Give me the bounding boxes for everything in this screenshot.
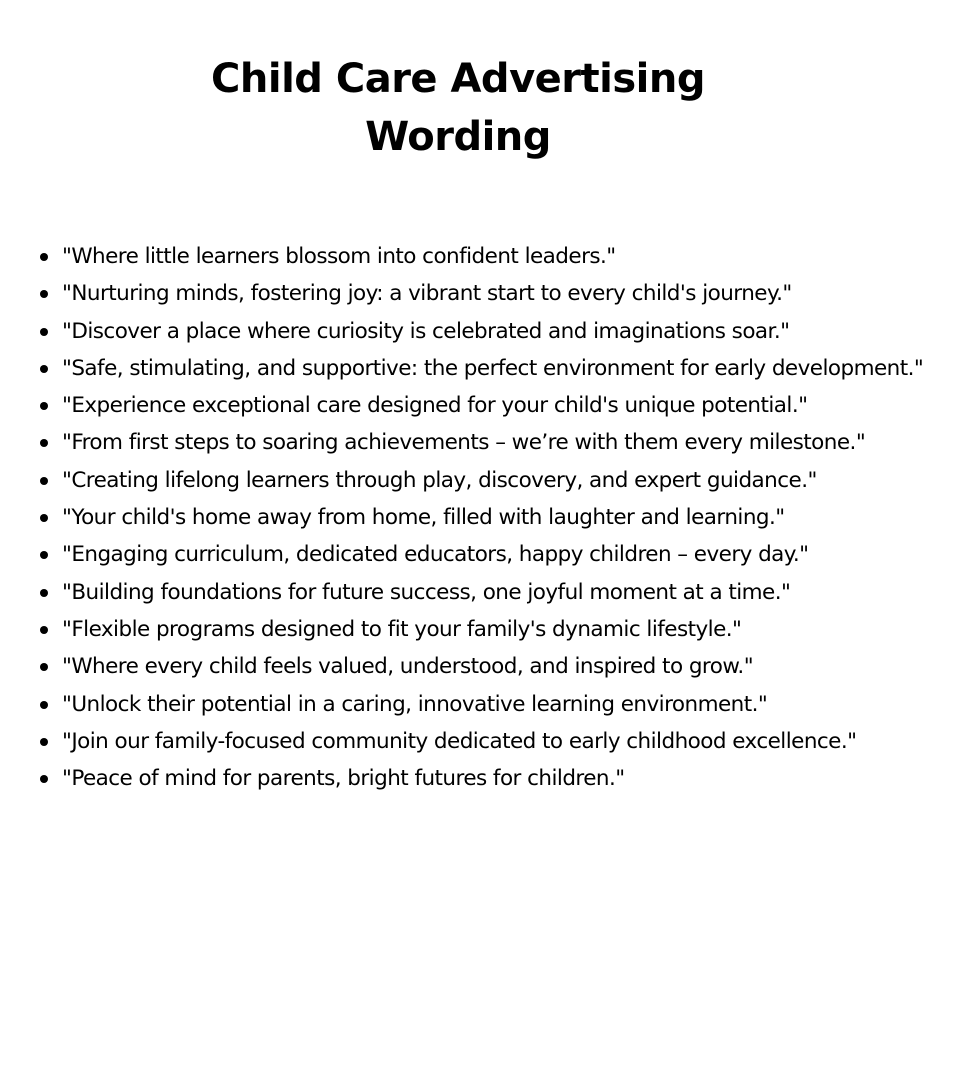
list-item: "Safe, stimulating, and supportive: the perfect environment for early development." — [0, 350, 965, 387]
page-title-line-1: Child Care Advertising — [211, 56, 705, 102]
list-item: "Where little learners blossom into confident leaders." — [0, 238, 965, 275]
wording-list — [0, 238, 965, 797]
list-item: "Building foundations for future success, one joyful moment at a time." — [0, 574, 965, 611]
page-title-line-2: Wording — [365, 114, 551, 160]
list-item: "Creating lifelong learners through play, discovery, and expert guidance." — [0, 462, 965, 499]
list-item: "Flexible programs designed to fit your family's dynamic lifestyle." — [0, 611, 965, 648]
list-item: "Discover a place where curiosity is celebrated and imaginations soar." — [0, 313, 965, 350]
list-item: "From first steps to soaring achievements – we’re with them every milestone." — [0, 424, 965, 461]
list-item: "Experience exceptional care designed for your child's unique potential." — [0, 387, 965, 424]
list-item: "Join our family-focused community dedicated to early childhood excellence." — [0, 723, 965, 760]
list-item: "Your child's home away from home, filled with laughter and learning." — [0, 499, 965, 536]
list-item: "Where every child feels valued, understood, and inspired to grow." — [0, 648, 965, 685]
list-item: "Peace of mind for parents, bright futures for children." — [0, 760, 965, 797]
list-item: "Nurturing minds, fostering joy: a vibrant start to every child's journey." — [0, 275, 965, 312]
list-item: "Unlock their potential in a caring, innovative learning environment." — [0, 686, 965, 723]
page-title — [158, 50, 758, 166]
list-item: "Engaging curriculum, dedicated educators, happy children – every day." — [0, 536, 965, 573]
